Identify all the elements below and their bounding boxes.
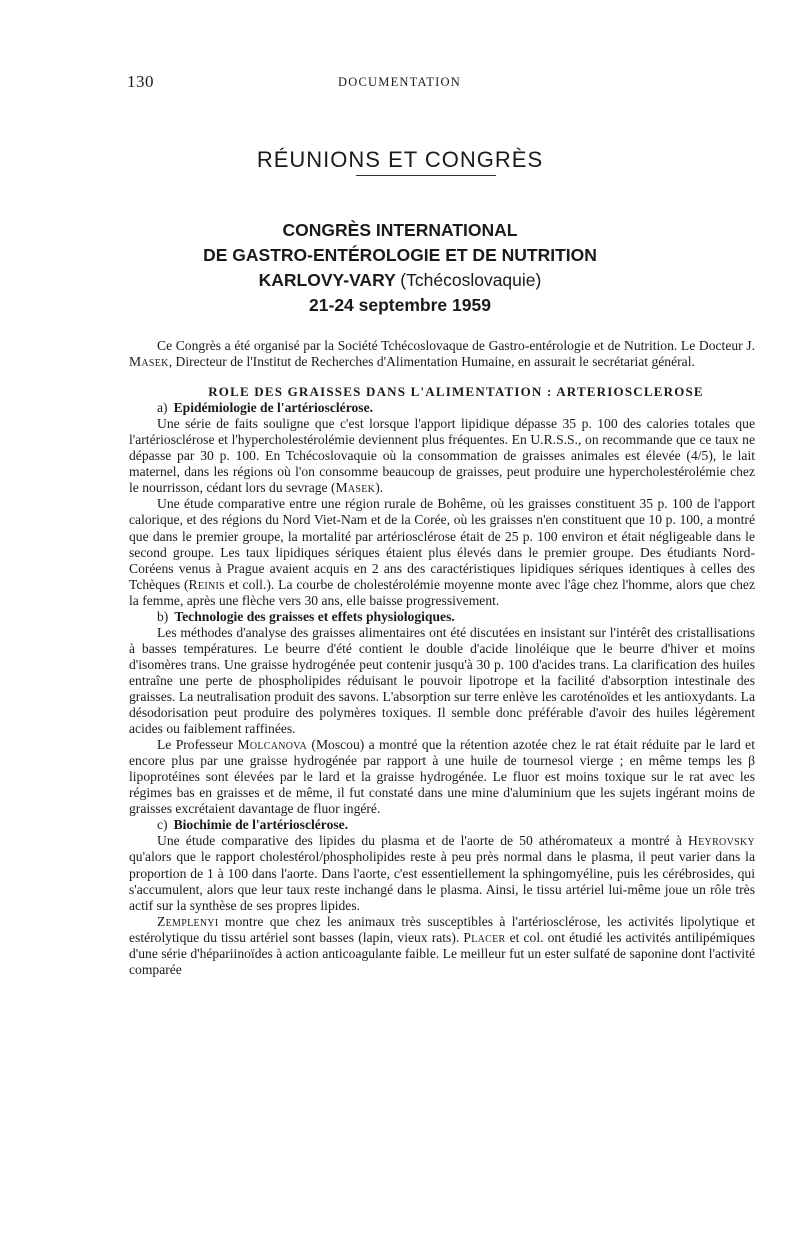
- author-name: Reinis: [188, 576, 225, 592]
- author-name: Masek: [335, 480, 376, 496]
- subheading-a: a) Epidémiologie de l'artériosclérose.: [157, 400, 374, 416]
- intro-paragraph: Ce Congrès a été organisé par la Société Tchécoslovaque de Gastro-entérologie et de Nutrition. Le Docteur J. Masek, Directeur de l'Institut de Recherches d'Alimentation Humaine, en assurait le secrétariat général.: [129, 338, 755, 370]
- paragraph-b2: Le Professeur Molcanova (Moscou) a montré que la rétention azotée chez le rat était réduite par le lard et encore plus par une graisse hydrogénée par rapport à une huile de tournesol vierge ; en même temps les β lipoprotéines sont élevées par le lard et la graisse hydrogénée. Le fluor est moins toxique sur le rat avec les régimes bas en graisses et de même, il fut constaté dans une mine d'aluminium que les sujets ingérant moins de graisses excrétaient davantage de fluor ingéré.: [129, 737, 755, 817]
- congress-title-block: [0, 218, 800, 318]
- congress-title-line-2: DE GASTRO-ENTÉROLOGIE ET DE NUTRITION: [203, 245, 597, 265]
- congress-country: (Tchécoslovaquie): [400, 270, 542, 290]
- paragraph-a1: Une série de faits souligne que c'est lorsque l'apport lipidique dépasse 35 p. 100 des calories totales que l'artériosclérose et l'hypercholestérolémie deviennent plus fréquentes. En U.R.S.S., on recommande que ce taux ne dépasse par 30 p. 100. En Tchécoslovaquie où la consommation de graisses animales est élevée (4/5), le lait maternel, dans les régions où l'on consomme beaucoup de graisses, peut produire une hypercholestérolémie chez le nourrisson, cédant lors du sevrage (Masek).: [129, 416, 755, 496]
- paragraph-a2: Une étude comparative entre une région rurale de Bohême, où les graisses constituent 35 p. 100 de l'apport calorique, et des régions du Nord Viet-Nam et de la Corée, où les graisses n'en constituent que 10 p. 100, a montré que dans le premier groupe, la mortalité par artériosclérose était de 25 p. 100 environ et était négligeable dans le second groupe. Les taux lipidiques sériques étaient plus élevés dans le premier groupe. Des étudiants Nord-Coréens venus à Prague avaient acquis en 2 ans des caractéristiques lipidiques sériques identiques à celles des Tchèques (Reinis et coll.). La courbe de cholestérolémie moyenne monte avec l'âge chez l'homme, alors que chez la femme, après une flèche vers 30 ans, elle baisse progressivement.: [129, 496, 755, 608]
- paragraph-b1: Les méthodes d'analyse des graisses alimentaires ont été discutées en insistant sur l'intérêt des cristallisations à basses températures. Le beurre d'été contient le double d'acide linoléique que le beurre d'hiver et moins d'isomères trans. Une graisse hydrogénée peut contenir jusqu'à 30 p. 100 d'acides trans. La clarification des huiles entraîne une perte de phospholipides réduisant le pouvoir lipotrope et la facilité d'absorption intestinale des graisses. La neutralisation produit des savons. L'absorption sur terre enlève les caroténoïdes et les antioxydants. La désodorisation peut produire des polymères toxiques. Il semble donc préférable d'avoir des huiles légèrement acides ou faiblement raffinées.: [129, 624, 755, 737]
- page-number: 130: [127, 72, 154, 91]
- author-name: Heyrovsky: [688, 833, 755, 849]
- paragraph-c2: Zemplenyi montre que chez les animaux très susceptibles à l'artériosclérose, les activités lipolytique et estérolytique du tissu artériel sont basses (lapin, vieux rats). Placer et col. ont étudié les activités antilipémiques d'une série d'hépariinoïdes à action anticoagulante faible. Le meilleur fut un ester sulfaté de saponine dont l'activité comparée: [129, 913, 756, 977]
- author-name: Zemplenyi: [157, 913, 219, 929]
- article-body: [129, 338, 755, 978]
- subheading-c: c) Biochimie de l'artériosclérose.: [157, 817, 349, 833]
- author-name: Masek: [129, 354, 169, 370]
- subheading-b: b) Technologie des graisses et effets physiologiques.: [157, 608, 455, 624]
- congress-dates: 21-24 septembre 1959: [309, 295, 491, 315]
- title-divider: [356, 175, 496, 176]
- section-title: RÉUNIONS ET CONGRÈS: [256, 146, 544, 172]
- paragraph-c1: Une étude comparative des lipides du plasma et de l'aorte de 50 athéromateux a montré à Heyrovsky qu'alors que le rapport cholestérol/phospholipides reste à peu près normal dans le plasma, il peut varier dans la proportion de 1 à 100 dans l'aorte. Dans l'aorte, c'est essentiellement la sphingomyéline, puis les cérébrosides, qui s'accumulent, alors que leur taux reste inchangé dans le plasma. Ainsi, le tissu artériel lui-même joue un rôle très actif sur la synthèse de ses propres lipides.: [129, 833, 755, 913]
- author-name: Placer: [463, 929, 506, 945]
- congress-place-line: [0, 268, 800, 293]
- subject-heading: ROLE DES GRAISSES DANS L'ALIMENTATION : ARTERIOSCLEROSE: [208, 384, 704, 400]
- congress-title-line-1: CONGRÈS INTERNATIONAL: [282, 220, 518, 240]
- page-header: [127, 72, 672, 92]
- running-head: DOCUMENTATION: [338, 75, 461, 89]
- congress-place: KARLOVY-VARY: [258, 270, 396, 290]
- author-name: Molcanova: [237, 737, 308, 753]
